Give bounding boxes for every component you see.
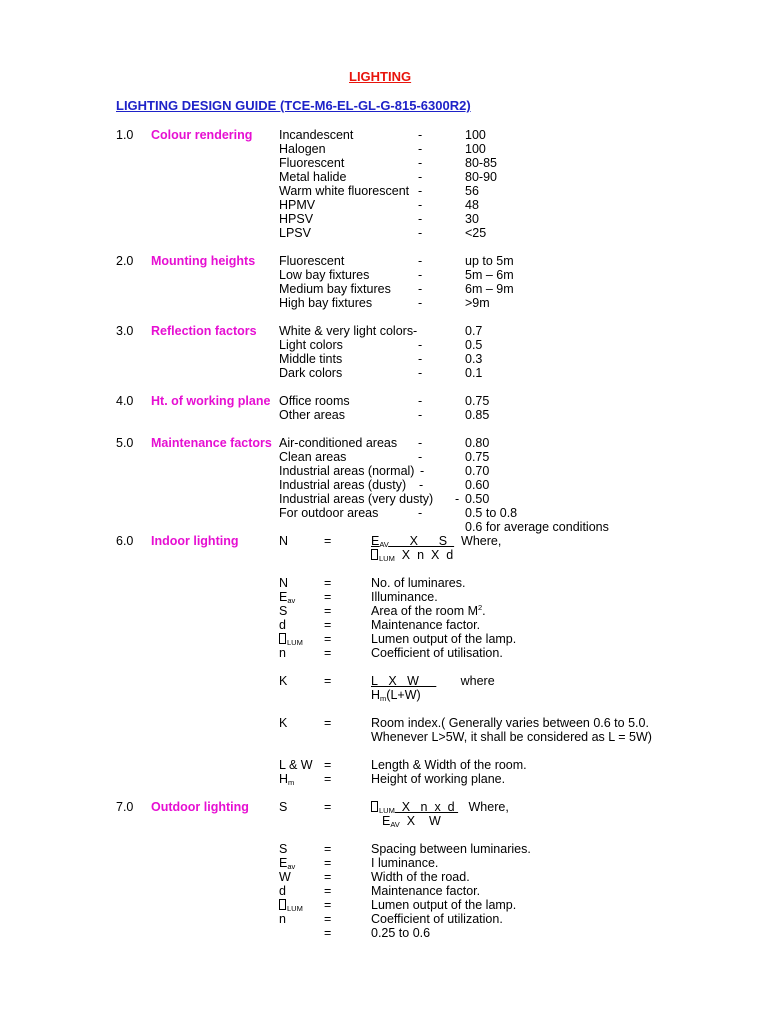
row-dash: - [418, 282, 423, 296]
row-value: 0.60 [465, 478, 490, 492]
row-dash: - [418, 296, 423, 310]
equals-sign: = [324, 772, 332, 786]
section-number: 4.0 [116, 394, 134, 408]
section-number: 1.0 [116, 128, 134, 142]
symbol: W [279, 870, 291, 884]
room-index-numerator: L X W where [371, 674, 495, 688]
room-index-denominator: $H_m(L+W)$ [371, 688, 421, 703]
symbol: $E_{av}$ [279, 590, 296, 605]
definition: Spacing between luminaries. [371, 842, 531, 856]
equals-sign: = [324, 534, 332, 548]
row-item: Fluorescent [279, 156, 345, 170]
row-value: 0.50 [465, 492, 490, 506]
row-item: HPMV [279, 198, 316, 212]
symbol: LUM [279, 898, 303, 912]
equals-sign: = [324, 870, 332, 884]
row-dash: - [413, 324, 418, 338]
where-text: Where, [461, 534, 502, 548]
row-value: 0.80 [465, 436, 490, 450]
row-dash: - [418, 198, 423, 212]
row-item: Industrial areas (normal) [279, 464, 415, 478]
formula-denominator: $E_{AV}$ X W [382, 814, 441, 829]
row-value: 100 [465, 128, 486, 142]
row-dash: - [420, 464, 425, 478]
section-heading: Indoor lighting [151, 534, 239, 548]
row-dash: - [418, 352, 423, 366]
row-item: Low bay fixtures [279, 268, 370, 282]
definition: Lumen output of the lamp. [371, 632, 517, 646]
row-dash: - [419, 478, 424, 492]
equals-sign: = [324, 590, 332, 604]
row-dash: - [418, 170, 423, 184]
row-item: Air-conditioned areas [279, 436, 398, 450]
row-value: 0.7 [465, 324, 483, 338]
row-item: High bay fixtures [279, 296, 373, 310]
row-item: Other areas [279, 408, 346, 422]
symbol: n [279, 646, 286, 660]
row-dash: - [418, 450, 423, 464]
symbol: d [279, 884, 286, 898]
definition: I luminance. [371, 856, 439, 870]
formula-lhs: N [279, 534, 289, 548]
definition-text: Area of the room M [371, 604, 478, 618]
row-item: Light colors [279, 338, 343, 352]
row-value: 80-90 [465, 170, 497, 184]
row-dash: - [418, 212, 423, 226]
section-heading: Reflection factors [151, 324, 257, 338]
equals-sign: = [324, 604, 332, 618]
definition: Maintenance factor. [371, 618, 481, 632]
equals-sign: = [324, 576, 332, 590]
row-item: Dark colors [279, 366, 343, 380]
definition: Area of the room $M^2$. [371, 603, 486, 618]
section-number: 6.0 [116, 534, 134, 548]
symbol: LUM [279, 632, 303, 646]
equals-sign: = [324, 800, 332, 814]
row-item: HPSV [279, 212, 314, 226]
row-value: 48 [465, 198, 479, 212]
symbol: K [279, 674, 288, 688]
row-dash: - [418, 268, 423, 282]
row-value: 0.70 [465, 464, 490, 478]
definition: Coefficient of utilisation. [371, 646, 503, 660]
row-dash: - [418, 226, 423, 240]
row-value: 30 [465, 212, 479, 226]
row-value: 100 [465, 142, 486, 156]
equals-sign: = [324, 884, 332, 898]
equals-sign: = [324, 674, 332, 688]
row-note: 0.6 for average conditions [465, 520, 609, 534]
definition: Coefficient of utilization. [371, 912, 503, 926]
equals-sign: = [324, 758, 332, 772]
row-item: Warm white fluorescent [279, 184, 410, 198]
symbol: S [279, 842, 288, 856]
row-dash: - [418, 142, 423, 156]
formula-denominator: $_{LUM}$ X n X d [371, 548, 453, 562]
row-value: 0.75 [465, 450, 490, 464]
row-dash: - [418, 436, 423, 450]
row-dash: - [418, 128, 423, 142]
row-dash: - [418, 338, 423, 352]
definition: Height of working plane. [371, 772, 506, 786]
row-value: 0.75 [465, 394, 490, 408]
equals-sign: = [324, 912, 332, 926]
row-value: 0.85 [465, 408, 490, 422]
section-heading: Maintenance factors [151, 436, 272, 450]
formula-numerator: $_{LUM}$ X n x d Where, [371, 800, 509, 814]
section-heading: Colour rendering [151, 128, 253, 142]
row-item: Middle tints [279, 352, 343, 366]
row-item: LPSV [279, 226, 311, 240]
page-title: LIGHTING [349, 69, 412, 84]
row-dash: - [455, 492, 460, 506]
row-value: 6m – 9m [465, 282, 514, 296]
where-text: where [460, 674, 495, 688]
row-item: White & very light colors [279, 324, 414, 338]
definition: Illuminance. [371, 590, 438, 604]
symbol: n [279, 912, 286, 926]
row-value: <25 [465, 226, 487, 240]
equals-sign: = [324, 618, 332, 632]
symbol: $E_{av}$ [279, 856, 296, 871]
row-value: 80-85 [465, 156, 497, 170]
row-item: Metal halide [279, 170, 347, 184]
definition: 0.25 to 0.6 [371, 926, 431, 940]
row-value: 0.3 [465, 352, 483, 366]
phi-symbol-box [279, 633, 286, 644]
row-value: up to 5m [465, 254, 514, 268]
formula-numerator: $E_{AV}$ X S Where, [371, 534, 502, 549]
equals-sign: = [324, 646, 332, 660]
row-value: 0.5 to 0.8 [465, 506, 518, 520]
row-dash: - [418, 184, 423, 198]
equals-sign: = [324, 716, 332, 730]
symbol: K [279, 716, 288, 730]
definition: Lumen output of the lamp. [371, 898, 517, 912]
row-item: Fluorescent [279, 254, 345, 268]
row-item: Office rooms [279, 394, 350, 408]
row-item: For outdoor areas [279, 506, 379, 520]
definition: Maintenance factor. [371, 884, 481, 898]
row-item: Incandescent [279, 128, 354, 142]
row-value: 0.5 [465, 338, 483, 352]
equals-sign: = [324, 926, 332, 940]
section-heading: Mounting heights [151, 254, 256, 268]
definition: Room index.( Generally varies between 0.6 to 5.0. [371, 716, 649, 730]
where-text: Where, [468, 800, 509, 814]
section-number: 3.0 [116, 324, 134, 338]
row-item: Industrial areas (dusty) [279, 478, 407, 492]
guide-title: LIGHTING DESIGN GUIDE (TCE-M6-EL-GL-G-815-6300R2) [116, 98, 471, 113]
row-item: Industrial areas (very dusty) [279, 492, 434, 506]
row-dash: - [418, 408, 423, 422]
equals-sign: = [324, 856, 332, 870]
section-heading: Outdoor lighting [151, 800, 249, 814]
symbol: d [279, 618, 286, 632]
row-dash: - [418, 156, 423, 170]
phi-symbol-box [371, 549, 378, 560]
symbol: L & W [279, 758, 313, 772]
row-item: Halogen [279, 142, 326, 156]
formula-lhs: S [279, 800, 288, 814]
equals-sign: = [324, 898, 332, 912]
phi-symbol-box [279, 899, 286, 910]
row-value: 0.1 [465, 366, 483, 380]
row-value: 5m – 6m [465, 268, 514, 282]
symbol: N [279, 576, 289, 590]
section-number: 7.0 [116, 800, 134, 814]
row-dash: - [418, 254, 423, 268]
row-value: 56 [465, 184, 479, 198]
section-heading: Ht. of working plane [151, 394, 271, 408]
symbol: S [279, 604, 288, 618]
definition: No. of luminares. [371, 576, 466, 590]
row-dash: - [418, 506, 423, 520]
row-dash: - [418, 394, 423, 408]
definition: Width of the road. [371, 870, 470, 884]
phi-symbol-box [371, 801, 378, 812]
equals-sign: = [324, 632, 332, 646]
row-value: >9m [465, 296, 490, 310]
row-dash: - [418, 366, 423, 380]
row-item: Medium bay fixtures [279, 282, 391, 296]
equals-sign: = [324, 842, 332, 856]
section-number: 5.0 [116, 436, 134, 450]
row-item: Clean areas [279, 450, 347, 464]
definition: Whenever L>5W, it shall be considered as L = 5W) [371, 730, 652, 744]
symbol: $H_m$ [279, 772, 295, 787]
section-number: 2.0 [116, 254, 134, 268]
definition: Length & Width of the room. [371, 758, 527, 772]
